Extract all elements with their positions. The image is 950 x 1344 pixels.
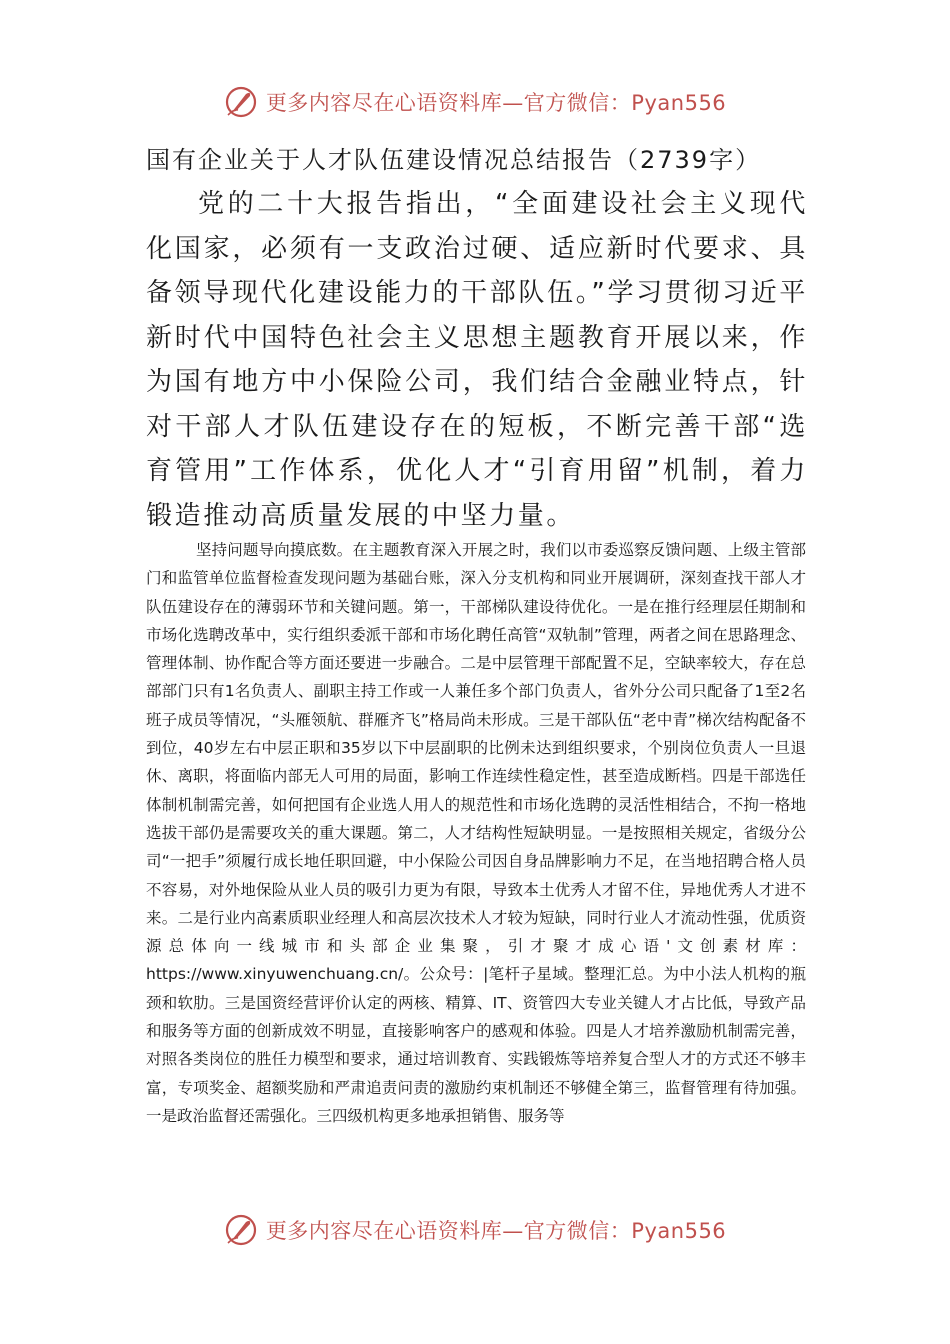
quill-pen-icon <box>224 85 258 119</box>
watermark-banner-bottom <box>0 1208 950 1252</box>
watermark-banner-top <box>0 80 950 124</box>
intro-paragraph: 党的二十大报告指出，“全面建设社会主义现代化国家，必须有一支政治过硬、适应新时代要求、具备领导现代化建设能力的干部队伍。”学习贯彻习近平新时代中国特色社会主义思想主题教育开展以来，作为国有地方中小保险公司，我们结合金融业特点，针对干部人才队伍建设存在的短板，不断完善干部“选育管用”工作体系，优化人才“引育用留”机制，着力锻造推动高质量发展的中坚力量。 <box>146 189 808 531</box>
watermark-text: 更多内容尽在心语资料库—官方微信：Pyan556 <box>265 1219 727 1243</box>
watermark-text: 更多内容尽在心语资料库—官方微信：Pyan556 <box>265 91 727 115</box>
quill-pen-icon <box>224 1213 258 1247</box>
body-paragraph: 坚持问题导向摸底数。在主题教育深入开展之时，我们以市委巡察反馈问题、上级主管部门和监管单位监督检查发现问题为基础台账，深入分支机构和同业开展调研，深刻查找干部人才队伍建设存在的薄弱环节和关键问题。第一，干部梯队建设待优化。一是在推行经理层任期制和市场化选聘改革中，实行组织委派干部和市场化聘任高管“双轨制”管理，两者之间在思路理念、管理体制、协作配合等方面还要进一步融合。二是中层管理干部配置不足，空缺率较大，存在总部部门只有1名负责人、副职主持工作或一人兼任多个部门负责人，省外分公司只配备了1至2名班子成员等情况，“头雁领航、群雁齐飞”格局尚未形成。三是干部队伍“老中青”梯次结构配备不到位，40岁左右中层正职和35岁以下中层副职的比例未达到组织要求，个别岗位负责人一旦退休、离职，将面临内部无人可用的局面，影响工作连续性稳定性，甚至造成断档。四是干部选任体制机制需完善，如何把国有企业选人用人的规范性和市场化选聘的灵活性相结合，不拘一格地选拔干部仍是需要攻关的重大课题。第二，人才结构性短缺明显。一是按照相关规定，省级分公司“一把手”须履行成长地任职回避，中小保险公司因自身品牌影响力不足，在当地招聘合格人员不容易，对外地保险从业人员的吸引力更为有限，导致本土优秀人才留不住，异地优秀人才进不来。二是行业内高素质职业经理人和高层次技术人才较为短缺，同时行业人才流动性强，优质资源总体向一线城市和头部企业集聚，引才聚才成心语'文创素材库：https://www.xinyuwenchuang.cn/。公众号：|笔杆子星域。整理汇总。为中小法人机构的瓶颈和软肋。三是国资经营评价认定的两核、精算、IT、资管四大专业关键人才占比低，导致产品和服务等方面的创新成效不明显，直接影响客户的感观和体验。四是人才培养激励机制需完善，对照各类岗位的胜任力模型和要求，通过培训教育、实践锻炼等培养复合型人才的方式还不够丰富，专项奖金、超额奖励和严肃追责问责的激励约束机制还不够健全第三，监督管理有待加强。一是政治监督还需强化。三四级机构更多地承担销售、服务等 <box>146 541 806 1125</box>
document-title: 国有企业关于人才队伍建设情况总结报告（2739字） <box>146 146 762 174</box>
